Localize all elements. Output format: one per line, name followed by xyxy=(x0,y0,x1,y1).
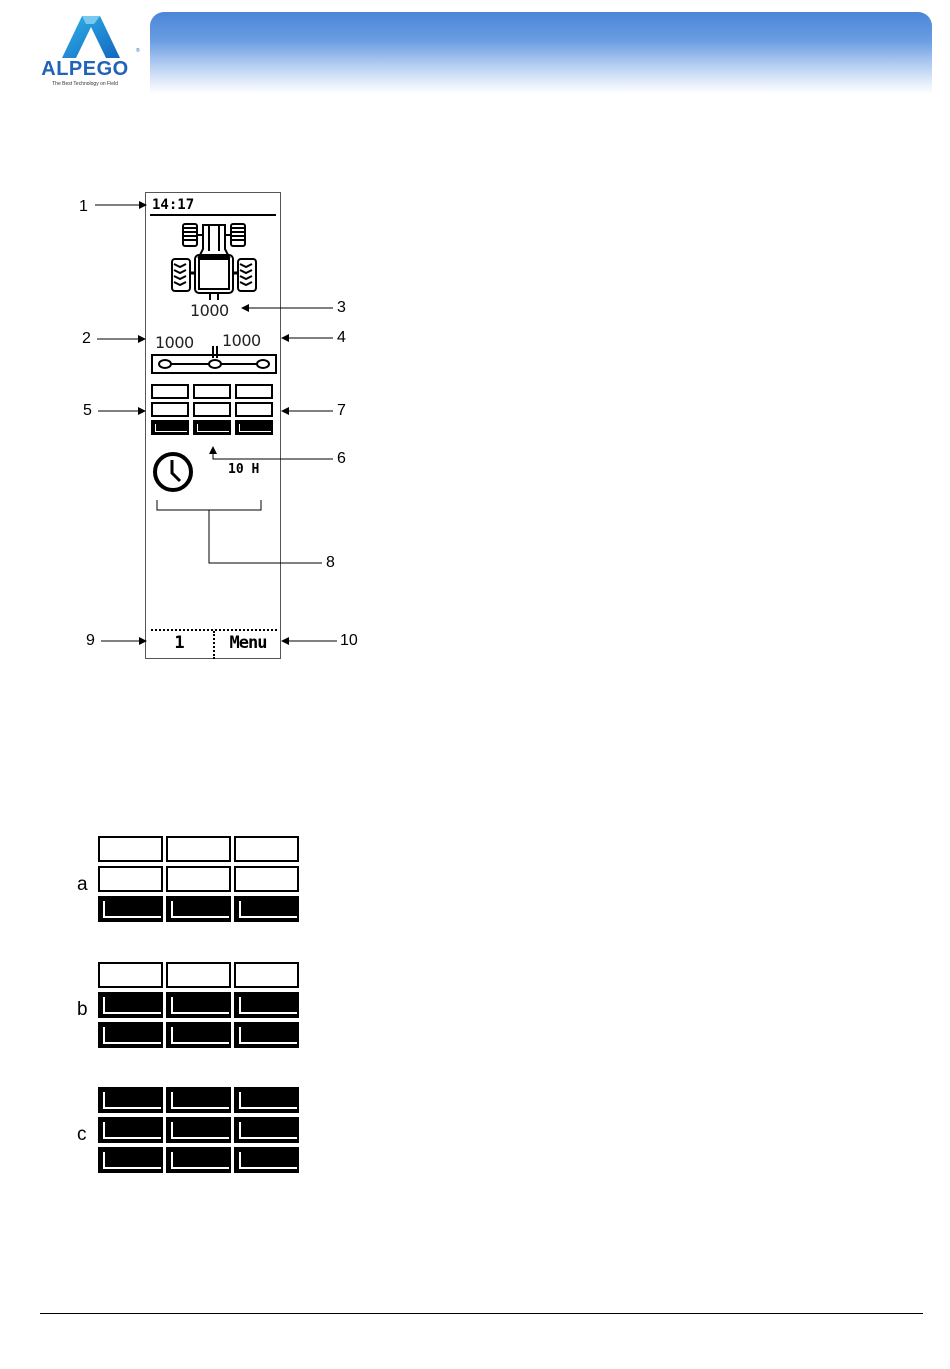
section-cell-empty xyxy=(166,962,231,988)
logo-wordmark: ALPEGO xyxy=(41,58,129,80)
section-cell-filled xyxy=(166,896,231,922)
example-label-a: a xyxy=(77,874,88,895)
section-cell-filled xyxy=(234,992,299,1018)
footer-rule xyxy=(40,1313,923,1314)
callout-7: 7 xyxy=(337,402,346,419)
section-cell-empty xyxy=(98,866,163,892)
section-cell-filled xyxy=(234,1087,299,1113)
clock-time: 14:17 xyxy=(152,197,195,213)
section-cell-filled xyxy=(234,1117,299,1143)
section-cell-empty xyxy=(98,836,163,862)
section-cell-empty xyxy=(166,836,231,862)
menu-softkey-button[interactable]: Menu xyxy=(229,633,267,653)
work-duration: 10 H xyxy=(228,462,260,477)
callout-4: 4 xyxy=(337,329,346,346)
logo-tagline: The Best Technology on Field xyxy=(52,81,118,87)
section-cell-filled xyxy=(166,1117,231,1143)
example-grid-a xyxy=(98,836,299,922)
example-grid-b xyxy=(98,962,299,1048)
section-cell-filled xyxy=(98,992,163,1018)
section-cell-filled xyxy=(166,1022,231,1048)
callout-6: 6 xyxy=(337,450,346,467)
section-cell-filled xyxy=(166,992,231,1018)
example-grid-c xyxy=(98,1087,299,1173)
section-cell-empty xyxy=(234,962,299,988)
section-cell-filled xyxy=(166,1087,231,1113)
callout-2: 2 xyxy=(82,330,91,347)
softkey-1-button[interactable]: 1 xyxy=(174,633,185,653)
callout-8: 8 xyxy=(326,554,335,571)
right-speed-value: 1000 xyxy=(222,331,261,350)
callout-1: 1 xyxy=(79,198,88,215)
svg-text:®: ® xyxy=(136,48,140,54)
section-cell-empty xyxy=(234,866,299,892)
section-cell-filled xyxy=(234,1022,299,1048)
callout-3: 3 xyxy=(337,299,346,316)
section-cell-filled xyxy=(98,1147,163,1173)
section-cell-filled xyxy=(98,896,163,922)
section-cell-filled xyxy=(98,1022,163,1048)
section-cell-filled xyxy=(98,1087,163,1113)
callout-5: 5 xyxy=(83,402,92,419)
callout-10: 10 xyxy=(340,632,358,649)
section-cell-empty xyxy=(234,836,299,862)
example-label-c: c xyxy=(77,1124,87,1145)
section-cell-empty xyxy=(98,962,163,988)
callout-9: 9 xyxy=(86,632,95,649)
pto-speed-value: 1000 xyxy=(190,301,229,320)
example-label-b: b xyxy=(77,999,88,1020)
section-cell-filled xyxy=(98,1117,163,1143)
section-cell-filled xyxy=(234,896,299,922)
section-cell-filled xyxy=(166,1147,231,1173)
left-speed-value: 1000 xyxy=(155,333,194,352)
section-cell-empty xyxy=(166,866,231,892)
section-cell-filled xyxy=(234,1147,299,1173)
